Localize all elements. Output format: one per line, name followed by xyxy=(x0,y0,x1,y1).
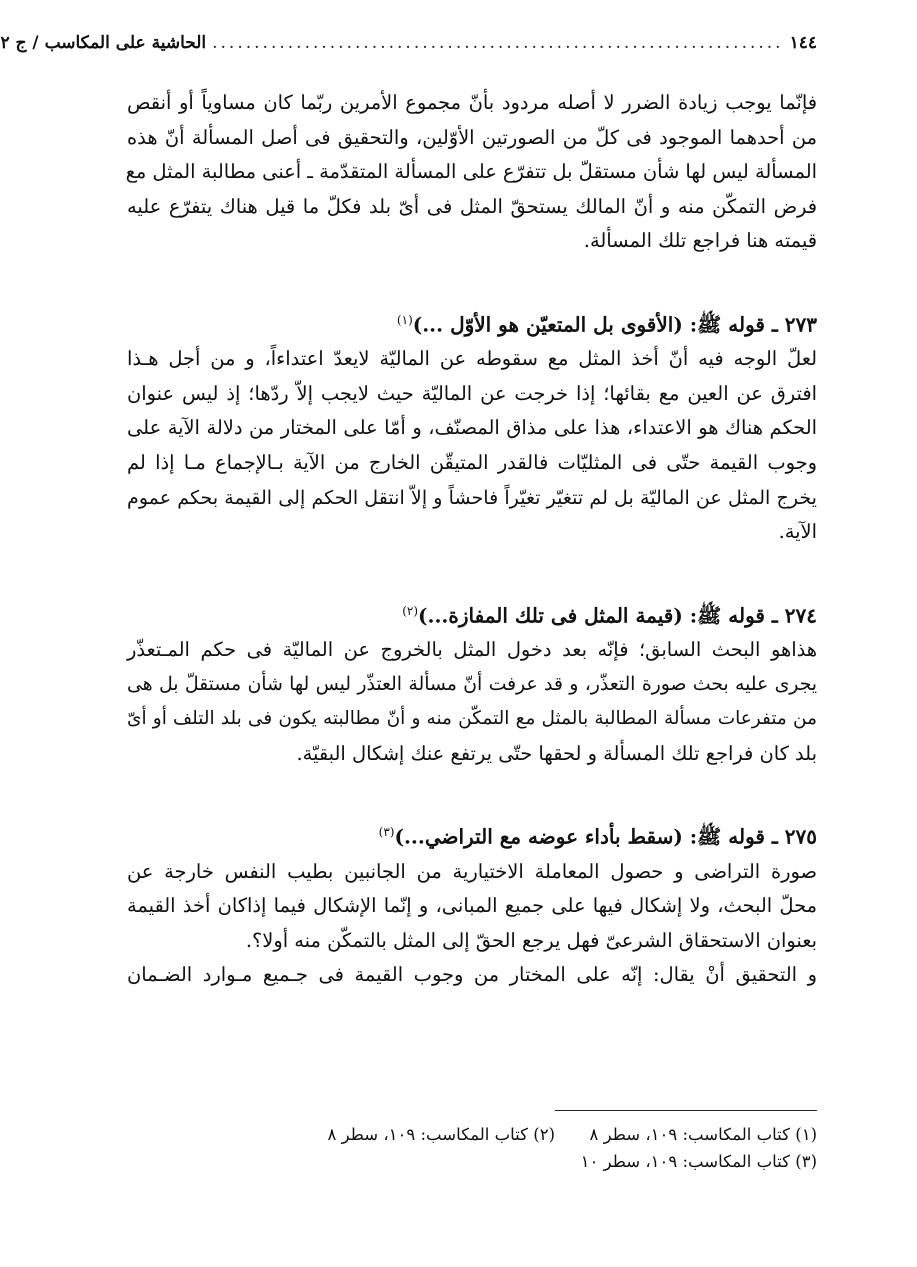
text-line: من أحدهما الموجود فى كلّ من الصورتين الأوّلين، والتحقيق فى أصل المسألة أنّ هذه xyxy=(127,125,817,149)
footnote-2: (٢) كتاب المكاسب: ١٠٩، سطر ٨ xyxy=(327,1125,555,1144)
footnote-divider xyxy=(555,1110,817,1111)
text-line: لعلّ الوجه فيه أنّ أخذ المثل مع سقوطه عن الماليّة لايعدّ اعتداءاً، و من أجل هـذا xyxy=(127,347,817,371)
text-line: افترق عن العين مع بقائها؛ إذا خرجت عن الماليّة حيث لايجب إلاّ ردّها؛ إذ ليس عنوان xyxy=(127,381,817,405)
text-line: هذاهو البحث السابق؛ فإنّه بعد دخول المثل بالخروج عن الماليّة فى حكم المـتعذّر xyxy=(127,638,817,662)
intro-paragraph xyxy=(127,86,817,259)
running-title: الحاشية على المكاسب / ج ٢ xyxy=(0,33,207,53)
footnote-1: (١) كتاب المكاسب: ١٠٩، سطر ٨ xyxy=(589,1125,817,1144)
text-line: قيمته هنا فراجع تلك المسألة. xyxy=(583,229,817,253)
footnote-marker: (٢) xyxy=(402,603,419,618)
text-line: يجرى عليه بحث صورة التعذّر، و قد عرفت أنّ مسألة العتذّر ليس لها شأن مستقلّ بل هى xyxy=(127,673,817,695)
text-line: فإنّما يوجب زيادة الضرر لا أصله مردود بأنّ مجموع الأمرين ربّما كان مساوياً أو أنقص xyxy=(127,91,817,114)
heading-text: ٢٧٤ ـ قوله ﷺ: (قيمة المثل فى تلك المفازة...) xyxy=(418,603,817,628)
running-header xyxy=(0,33,817,53)
section-paragraph-274 xyxy=(127,633,817,771)
footnote-marker: (٣) xyxy=(378,825,395,840)
text-line: وجوب القيمة حتّى فى المثليّات فالقدر المتيقّن الخارج من الآية بـالإجماع مـا إذا لم xyxy=(127,451,817,474)
footnotes xyxy=(127,1121,817,1175)
section-heading-274 xyxy=(127,594,817,633)
section-paragraph-273 xyxy=(127,342,817,550)
text-line: محلّ البحث، ولا إشكال فيها على جميع المبانى، و إنّما الإشكال فيما إذاكان أخذ القيمة xyxy=(127,894,817,918)
footnote-row xyxy=(127,1148,817,1175)
leader-dots: .................................................................... xyxy=(212,33,784,53)
page-number: ١٤٤ xyxy=(789,33,817,53)
text-line: و التحقيق أنْ يقال: إنّه على المختار من وجوب القيمة فى جـميع مـوارد الضـمان xyxy=(127,963,817,987)
footnote-3: (٣) كتاب المكاسب: ١٠٩، سطر ١٠ xyxy=(580,1152,817,1171)
main-text xyxy=(127,86,817,993)
text-line: يخرج المثل عن الماليّة بل لم تتغيّر تغيّراً فاحشاً و إلاّ انتقل الحكم إلى القيمة بحكم عموم xyxy=(127,485,817,509)
heading-text: ٢٧٥ ـ قوله ﷺ: (سقط بأداء عوضه مع التراضي...) xyxy=(394,825,817,850)
footnote-row xyxy=(127,1121,817,1148)
section-heading-275 xyxy=(127,815,817,854)
section-heading-273 xyxy=(127,303,817,342)
text-line: الآية. xyxy=(778,520,817,544)
text-line: فرض التمكّن منه و أنّ المالك يستحقّ المثل فى أىّ بلد فكلّ ما قيل هناك يتفرّع عليه xyxy=(127,194,817,218)
text-line: المسألة ليس لها شأن مستقلّ بل تتفرّع على المسألة المتقدّمة ـ أعنى مطالبة المثل مع xyxy=(125,160,817,184)
text-line: بعنوان الاستحقاق الشرعىّ فهل يرجع الحقّ إلى المثل بالتمكّن منه أولا؟. xyxy=(245,928,817,952)
text-line: صورة التراضى و حصول المعاملة الاختيارية من الجانبين بطيب النفس خارجة عن xyxy=(127,859,817,883)
heading-text: ٢٧٣ ـ قوله ﷺ: (الأقوى بل المتعيّن هو الأوّل ...) xyxy=(412,312,817,337)
section-paragraph-275 xyxy=(127,855,817,993)
text-line: من متفرعات مسألة المطالبة بالمثل مع التمكّن منه و أنّ مطالبته يكون فى بلد التلف أو أىّ xyxy=(127,708,817,730)
text-line: بلد كان فراجع تلك المسألة و لحقها حتّى يرتفع عنك إشكال البقيّة. xyxy=(296,741,817,765)
footnote-marker: (١) xyxy=(396,312,413,327)
text-line: الحكم هناك هو الاعتداء، هذا على مذاق المصنّف، و أمّا على المختار من دلالة الآية على xyxy=(127,416,817,440)
